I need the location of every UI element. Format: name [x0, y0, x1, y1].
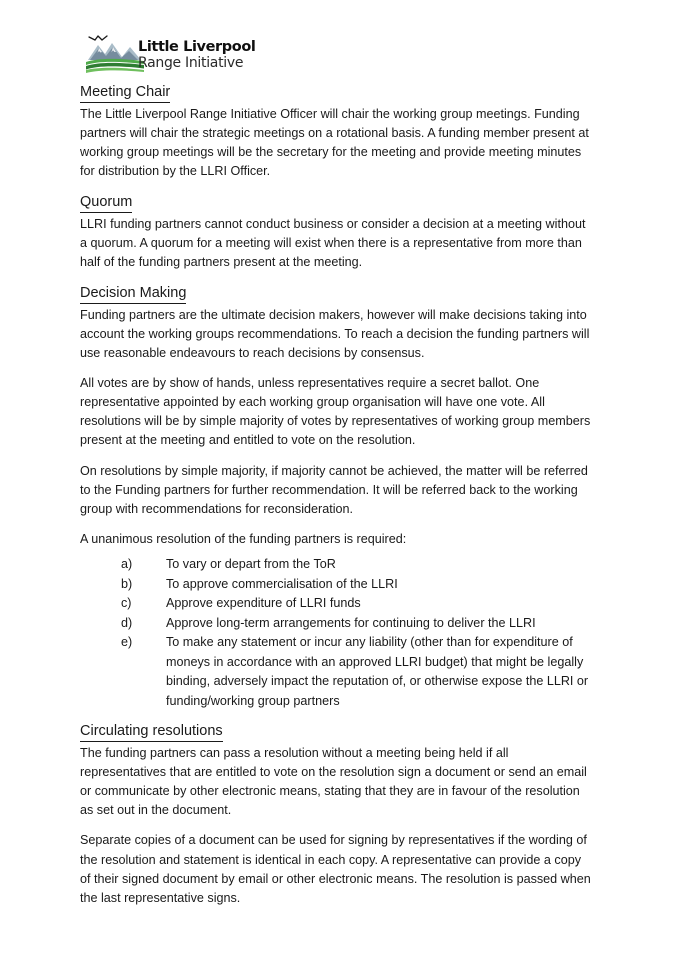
section-circulating-resolutions: [80, 721, 595, 908]
section-decision-making: [80, 283, 595, 711]
paragraph: LLRI funding partners cannot conduct business or consider a decision at a meeting without a quorum. A quorum for a meeting will exist when there is a representative from more than half of the funding partners present at the meeting.: [80, 216, 586, 269]
list-item: [80, 555, 595, 575]
logo-line-two: Range Initiative: [138, 54, 244, 71]
section-meeting-chair: [80, 82, 595, 181]
list-item-label: Approve long-term arrangements for continuing to deliver the LLRI: [166, 615, 536, 630]
page-title-meeting-chair: Meeting Chair: [80, 83, 170, 103]
list-item-marker: a): [121, 557, 133, 572]
heading-wrap: [80, 283, 595, 306]
paragraph: On resolutions by simple majority, if majority cannot be achieved, the matter will be referred to the Funding partners for further recommendation. It will be referred back to the working group with recommendations for reconsideration.: [80, 463, 588, 516]
paragraph: Separate copies of a document can be used for signing by representatives if the wording of the resolution and statement is identical in each copy. A representative can provide a copy of their signed document by email or other electronic means. The resolution is passed when the last representative signs.: [80, 833, 591, 905]
list-item: [80, 575, 595, 595]
page-title-quorum: Quorum: [80, 193, 132, 213]
paragraph: The Little Liverpool Range Initiative Officer will chair the working group meetings. Funding partners will chair the strategic meetings on a rotational basis. A funding member present at working group meetings will be the secretary for the meeting and provide meeting minutes for distribution by the LLRI Officer.: [80, 106, 589, 178]
paragraph: A unanimous resolution of the funding partners is required:: [80, 532, 407, 547]
heading-wrap: [80, 721, 595, 744]
heading-wrap: [80, 82, 595, 105]
logo-line-one: Little Liverpool: [138, 39, 256, 55]
mountain-range-logo-icon: [86, 30, 146, 74]
page-title-decision-making: Decision Making: [80, 284, 186, 304]
list-item-label: To make any statement or incur any liability (other than for expenditure of moneys in accordance with an approved LLRI budget) that might be legally binding, adversely impact the reputation of, or otherwise expose the LLRI or funding/working group partners: [166, 635, 589, 708]
paragraph: Funding partners are the ultimate decision makers, however will make decisions taking into account the working groups recommendations. To reach a decision the funding partners will use reasonable endeavours to reach decisions by consensus.: [80, 307, 590, 360]
paragraph: The funding partners can pass a resolution without a meeting being held if all representatives that are entitled to vote on the resolution sign a document or send an email or communicate by other electronic means, stating that they are in favour of the resolution as set out in the document.: [80, 745, 587, 818]
list-item-marker: b): [121, 576, 133, 591]
list-item-marker: c): [121, 596, 132, 611]
paragraph: All votes are by show of hands, unless representatives require a secret ballot. One representative appointed by each working group organisation will have one vote. All resolutions will be by simple majority of votes by representatives of working group members present at the meeting and entitled to vote on the resolution.: [80, 376, 591, 448]
organisation-logo: [86, 30, 286, 78]
unanimous-resolution-list: [80, 555, 595, 711]
list-item: [80, 594, 595, 614]
logo-wordmark: [138, 40, 255, 70]
page-title-circulating-resolutions: Circulating resolutions: [80, 722, 223, 742]
list-item: [80, 614, 595, 634]
section-quorum: [80, 192, 595, 272]
list-item-label: Approve expenditure of LLRI funds: [166, 596, 361, 611]
document-content: [80, 82, 595, 919]
list-item-marker: d): [121, 615, 133, 630]
list-item-label: To vary or depart from the ToR: [166, 557, 336, 572]
list-item-label: To approve commercialisation of the LLRI: [166, 576, 398, 591]
list-item: [80, 633, 595, 711]
list-item-marker: e): [121, 635, 133, 650]
heading-wrap: [80, 192, 595, 215]
